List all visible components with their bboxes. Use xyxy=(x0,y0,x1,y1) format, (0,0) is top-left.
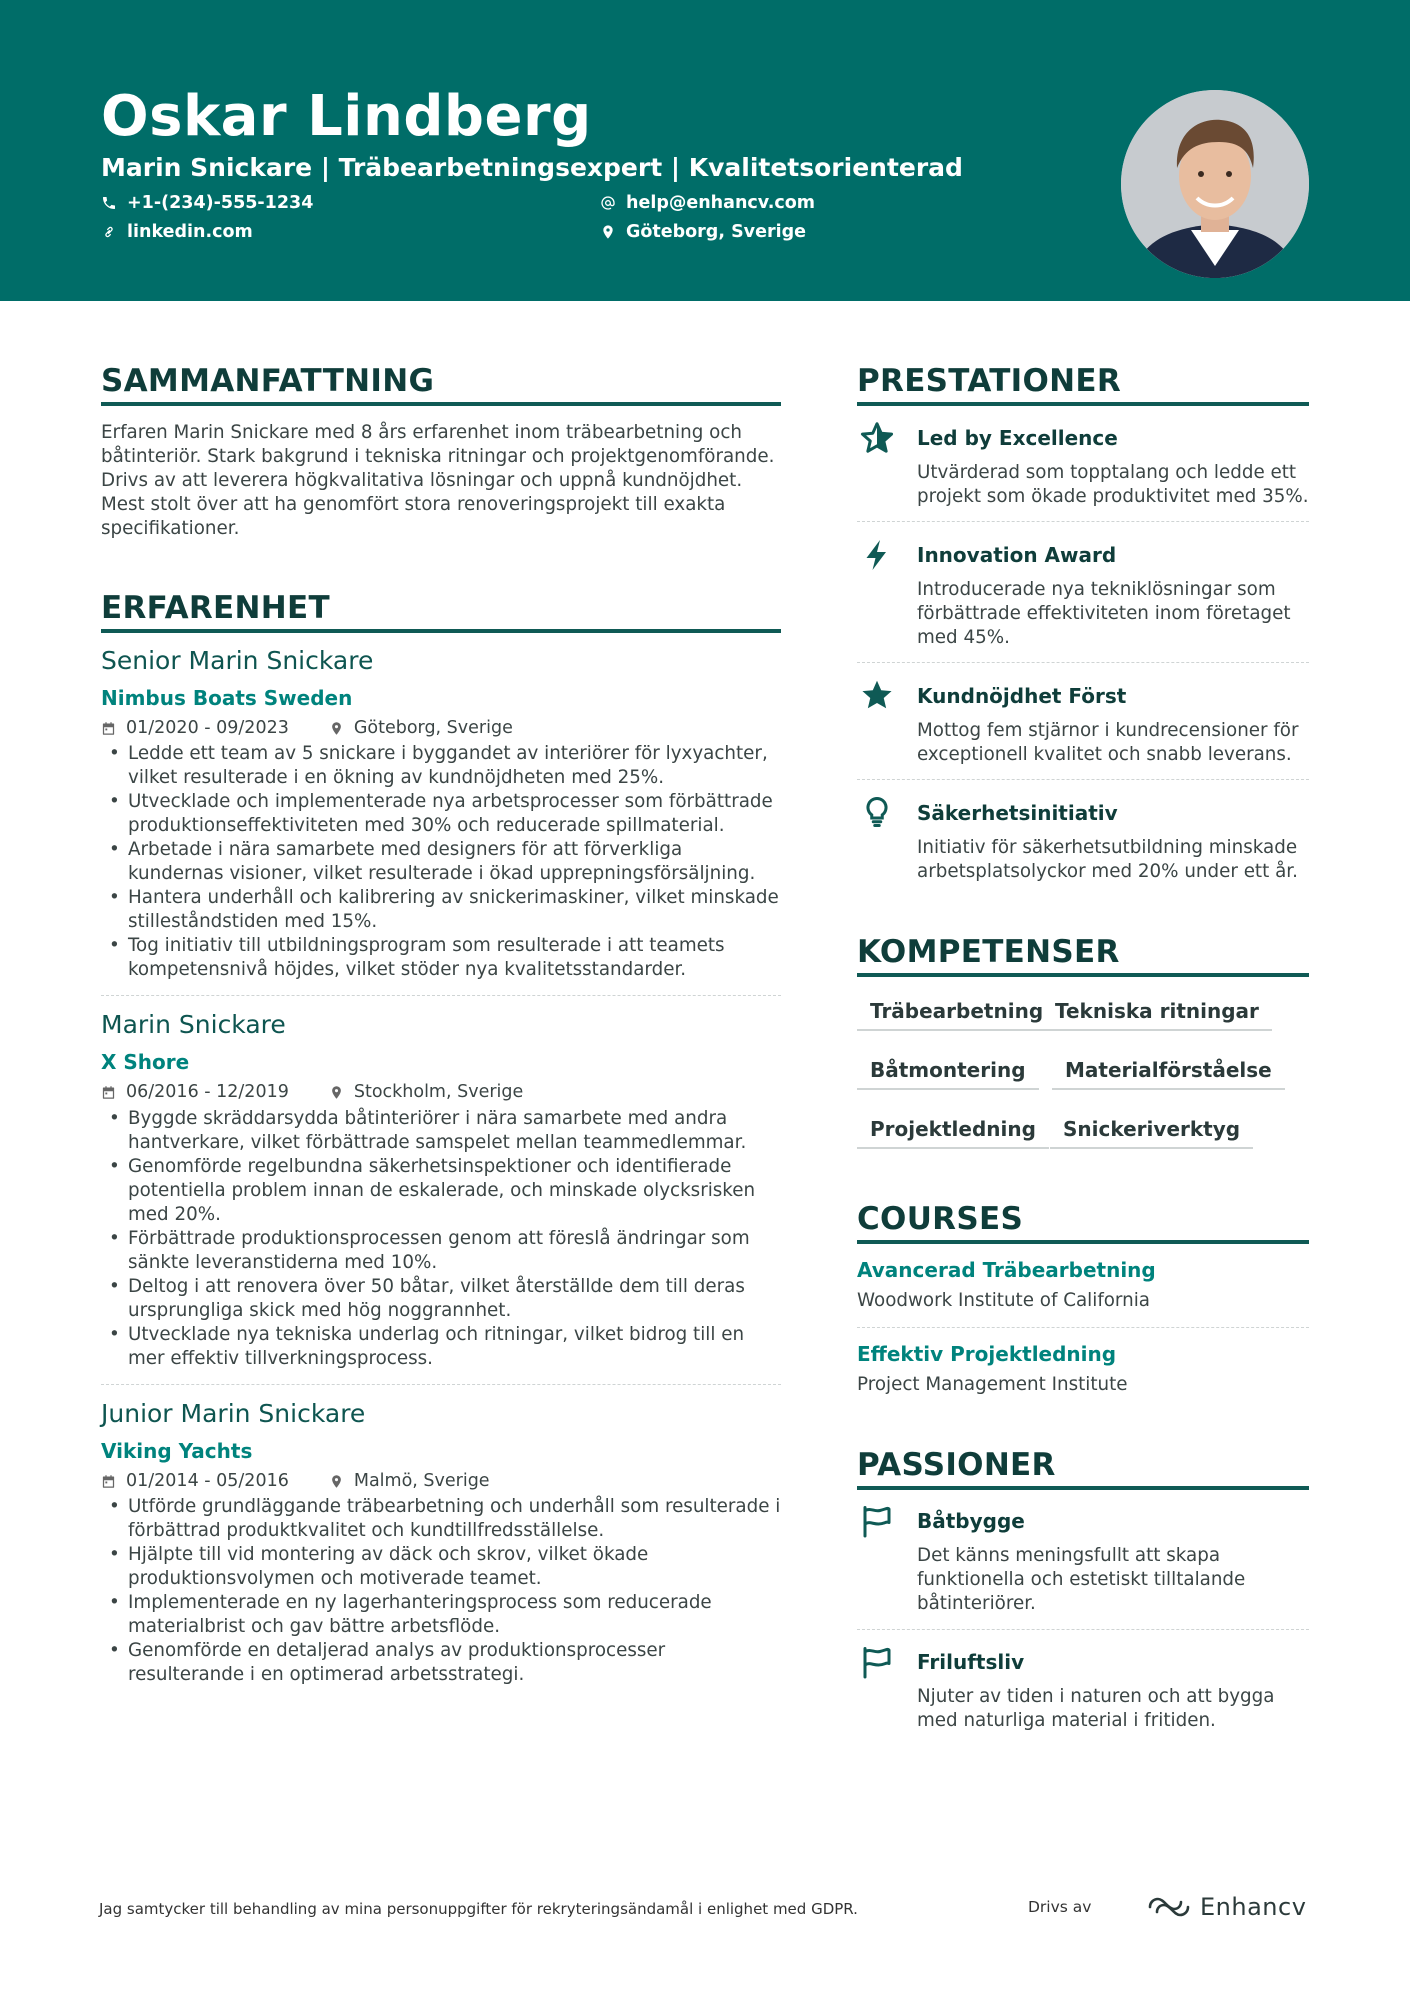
passion-title: Friluftsliv xyxy=(917,1650,1025,1674)
achievement-desc: Initiativ för säkerhetsutbildning minskade arbetsplatsolyckor med 20% under ett år. xyxy=(917,837,1298,882)
at-icon xyxy=(600,195,616,211)
link-icon xyxy=(101,224,117,240)
list-item: • Genomförde en detaljerad analys av produktionsprocesser resulterande i en optimerad arbetsstrategi. xyxy=(101,1639,781,1687)
list-item: • Hantera underhåll och kalibrering av snickerimaskiner, vilket minskade stilleståndstiden med 15%. xyxy=(101,886,781,934)
job-dates: 01/2020 - 09/2023 xyxy=(126,718,289,738)
courses-rule xyxy=(857,1240,1309,1244)
phone-icon xyxy=(101,195,117,211)
divider xyxy=(857,1629,1309,1630)
profile-photo xyxy=(1121,90,1309,278)
summary-rule xyxy=(101,402,781,406)
skill-tag: Träbearbetning xyxy=(857,997,1056,1031)
passions-heading: PASSIONER xyxy=(857,1447,1056,1483)
flag-icon xyxy=(859,1644,895,1680)
contact-phone[interactable] xyxy=(101,193,313,213)
course-provider: Project Management Institute xyxy=(857,1374,1128,1395)
location-pin-icon xyxy=(329,721,344,736)
job-dates: 06/2016 - 12/2019 xyxy=(126,1082,289,1102)
experience-rule xyxy=(101,629,781,633)
brand-name: Enhancv xyxy=(1200,1893,1307,1921)
job-location: Göteborg, Sverige xyxy=(353,718,513,738)
contact-location xyxy=(600,222,806,242)
phone-text: +1-(234)-555-1234 xyxy=(127,193,314,213)
passion-title: Båtbygge xyxy=(917,1509,1025,1533)
list-item: • Utvecklade och implementerade nya arbetsprocesser som förbättrade produktionseffektiviteten med 30% och reducerade spillmaterial. xyxy=(101,790,781,838)
job-title: Senior Marin Snickare xyxy=(101,646,374,675)
list-item: • Utvecklade nya tekniska underlag och ritningar, vilket bidrog till en mer effektiv tillverkningsprocess. xyxy=(101,1323,781,1371)
star-outline-icon xyxy=(859,420,895,456)
achievement-desc: Introducerade nya tekniklösningar som förbättrade effektiviteten inom företaget med 45%. xyxy=(917,579,1291,648)
flag-icon xyxy=(859,1503,895,1539)
contact-email[interactable] xyxy=(600,193,815,213)
candidate-headline: Marin Snickare | Träbearbetningsexpert | Kvalitetsorienterad xyxy=(101,153,963,182)
courses-heading: COURSES xyxy=(857,1201,1024,1237)
summary-heading: SAMMANFATTNING xyxy=(101,363,435,399)
list-item: • Förbättrade produktionsprocessen genom att föreslå ändringar som sänkte leveranstiderna med 10%. xyxy=(101,1227,781,1275)
divider xyxy=(101,1384,781,1385)
job-bullets xyxy=(101,1495,781,1687)
lightning-icon xyxy=(859,537,895,573)
job-bullets xyxy=(101,742,781,982)
job-meta xyxy=(101,1471,490,1491)
achievement-title: Innovation Award xyxy=(917,543,1117,567)
course-title: Effektiv Projektledning xyxy=(857,1342,1117,1366)
skill-tag: Båtmontering xyxy=(857,1056,1039,1090)
job-meta xyxy=(101,718,513,738)
passion-desc: Njuter av tiden i naturen och att bygga med naturliga material i fritiden. xyxy=(917,1686,1275,1731)
resume-header xyxy=(0,0,1410,301)
job-dates: 01/2014 - 05/2016 xyxy=(126,1471,289,1491)
email-text: help@enhancv.com xyxy=(626,193,816,213)
location-pin-icon xyxy=(329,1474,344,1489)
star-icon xyxy=(859,677,895,713)
list-item: • Implementerade en ny lagerhanteringsprocess som reducerade materialbrist och gav bättre arbetsflöde. xyxy=(101,1591,781,1639)
calendar-icon xyxy=(101,721,116,736)
course-provider: Woodwork Institute of California xyxy=(857,1290,1150,1311)
infinity-logo-icon xyxy=(1146,1894,1192,1920)
achievement-title: Led by Excellence xyxy=(917,426,1118,450)
list-item: • Utförde grundläggande träbearbetning och underhåll som resulterade i förbättrad produktkvalitet och kundtillfredsställelse. xyxy=(101,1495,781,1543)
achievement-title: Säkerhetsinitiativ xyxy=(917,801,1118,825)
calendar-icon xyxy=(101,1474,116,1489)
achievement-desc: Mottog fem stjärnor i kundrecensioner för exceptionell kvalitet och snabb leverans. xyxy=(917,720,1299,765)
location-pin-icon xyxy=(329,1085,344,1100)
job-title: Junior Marin Snickare xyxy=(101,1399,366,1428)
summary-text: Erfaren Marin Snickare med 8 års erfarenhet inom träbearbetning och båtinteriör. Stark bakgrund i tekniska ritningar och projektgenomförande. Drivs av att leverera högkvalitativa lösningar och uppnå kundnöjdhet. Mest stolt över att ha genomfört stora renoveringsprojekt till exakta specifikationer. xyxy=(101,422,775,539)
passion-desc: Det känns meningsfullt att skapa funktionella och estetiskt tilltalande båtinteriörer. xyxy=(917,1545,1246,1614)
list-item: • Ledde ett team av 5 snickare i byggandet av interiörer för lyxyachter, vilket resulterade i en ökning av kundnöjdheten med 25%. xyxy=(101,742,781,790)
location-pin-icon xyxy=(600,224,616,240)
achievement-title: Kundnöjdhet Först xyxy=(917,684,1127,708)
list-item: • Tog initiativ till utbildningsprogram som resulterade i att teamets kompetensnivå höjdes, vilket stöder nya kvalitetsstandarder. xyxy=(101,934,781,982)
passions-rule xyxy=(857,1486,1309,1490)
job-bullets xyxy=(101,1107,781,1371)
location-text: Göteborg, Sverige xyxy=(626,222,806,242)
divider xyxy=(857,779,1309,780)
candidate-name: Oskar Lindberg xyxy=(101,84,592,149)
skill-tag: Projektledning xyxy=(857,1115,1049,1149)
linkedin-text: linkedin.com xyxy=(127,222,253,242)
powered-by: Drivs av xyxy=(1028,1898,1092,1916)
job-meta xyxy=(101,1082,523,1102)
calendar-icon xyxy=(101,1085,116,1100)
divider xyxy=(857,662,1309,663)
skill-tag: Materialförståelse xyxy=(1052,1056,1285,1090)
achievements-rule xyxy=(857,402,1309,406)
lightbulb-icon xyxy=(859,794,895,830)
experience-heading: ERFARENHET xyxy=(101,590,330,626)
job-title: Marin Snickare xyxy=(101,1010,286,1039)
skills-rule xyxy=(857,973,1309,977)
job-location: Malmö, Sverige xyxy=(353,1471,490,1491)
enhancv-logo[interactable] xyxy=(1146,1893,1306,1921)
divider xyxy=(101,995,781,996)
list-item: • Deltog i att renovera över 50 båtar, vilket återställde dem till deras ursprungliga skick med hög noggrannhet. xyxy=(101,1275,781,1323)
company-name: X Shore xyxy=(101,1050,190,1074)
course-title: Avancerad Träbearbetning xyxy=(857,1258,1156,1282)
company-name: Nimbus Boats Sweden xyxy=(101,686,353,710)
list-item: • Byggde skräddarsydda båtinteriörer i nära samarbete med andra hantverkare, vilket förbättrade samspelet mellan teammedlemmar. xyxy=(101,1107,781,1155)
skills-heading: KOMPETENSER xyxy=(857,934,1120,970)
contact-linkedin[interactable] xyxy=(101,222,253,242)
skill-tag: Snickeriverktyg xyxy=(1050,1115,1253,1149)
achievements-heading: PRESTATIONER xyxy=(857,363,1122,399)
list-item: • Hjälpte till vid montering av däck och skrov, vilket ökade produktionsvolymen och motiverade teamet. xyxy=(101,1543,781,1591)
gdpr-consent: Jag samtycker till behandling av mina personuppgifter för rekryteringsändamål i enlighet med GDPR. xyxy=(99,1900,858,1918)
skill-tag: Tekniska ritningar xyxy=(1042,997,1272,1031)
divider xyxy=(857,521,1309,522)
divider xyxy=(857,1327,1309,1328)
list-item: • Arbetade i nära samarbete med designers för att förverkliga kundernas visioner, vilket resulterade i ökad upprepningsförsäljning. xyxy=(101,838,781,886)
list-item: • Genomförde regelbundna säkerhetsinspektioner och identifierade potentiella problem innan de eskalerade, och minskade olycksrisken med 20%. xyxy=(101,1155,781,1227)
achievement-desc: Utvärderad som topptalang och ledde ett projekt som ökade produktivitet med 35%. xyxy=(917,462,1309,507)
job-location: Stockholm, Sverige xyxy=(353,1082,524,1102)
company-name: Viking Yachts xyxy=(101,1439,253,1463)
